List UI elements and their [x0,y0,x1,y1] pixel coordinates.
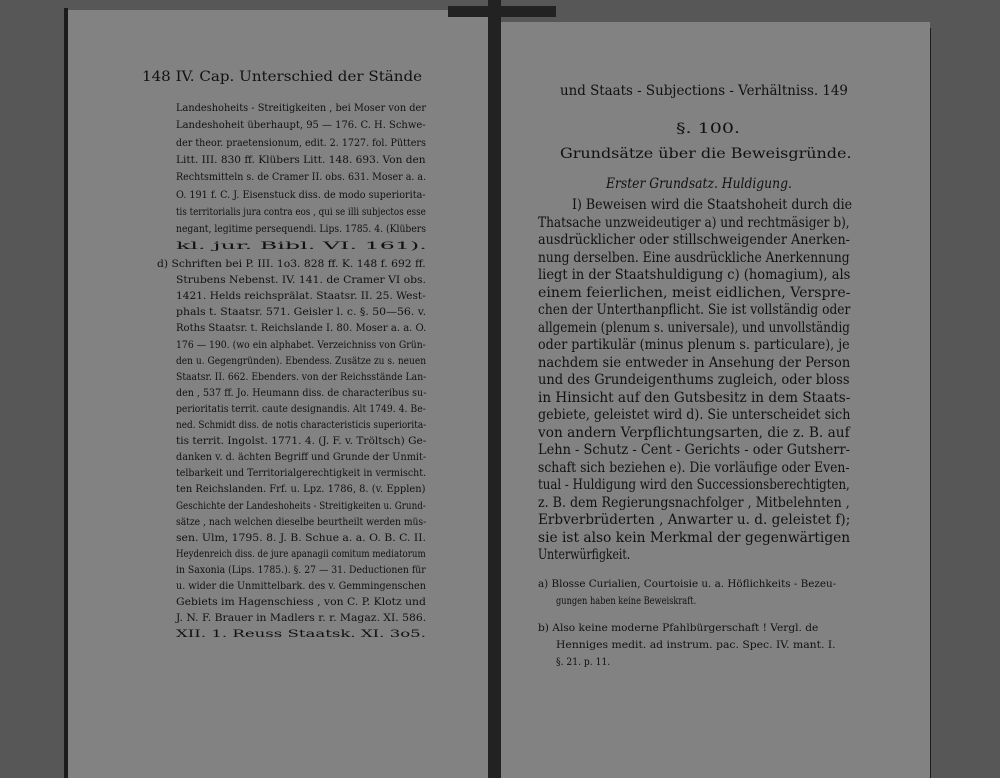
body-text-line: liegt in der Staatshuldigung c) (homagium), als [538,267,851,283]
body-text-line: Unterwürfigkeit. [538,547,631,563]
body-text-line: einem feierlichen, meist eidlichen, Verspre- [538,284,851,301]
body-text-line: und des Grundeigenthums zugleich, oder bloss [538,372,850,388]
right-page-header: und Staats - Subjections - Verhältniss. 149 [560,83,848,99]
left-footnote-c-line: kl. jur. Bibl. VI. 161). [176,241,427,253]
left-footnote-d-line: sätze , nach welchen dieselbe beurtheilt werden müs- [176,516,427,528]
left-footnote-c-line: O. 191 f. C. J. Eisenstuck diss. de modo superiorita- [176,189,426,201]
section-subtitle: Erster Grundsatz. Huldigung. [606,176,792,192]
body-text-line: nachdem sie entweder in Ansehung der Person [538,354,851,371]
body-text-line: oder partikulär (minus plenum s. particulare), je [538,337,850,353]
left-footnote-c-line: der theor. praetensionum, edit. 2. 1727. fol. Pütters [176,137,426,149]
right-footnote-b-line: §. 21. p. 11. [556,657,611,668]
body-text-line: I) Beweisen wird die Staatshoheit durch die [572,197,853,213]
left-footnote-d-line: phals t. Staatsr. 571. Geisler l. c. §. 50—56. v. [176,307,427,319]
body-text-line: nung derselben. Eine ausdrückliche Anerkennung [538,249,850,266]
right-footnote-b-line: b) Also keine moderne Pfahlbürgerschaft ! Vergl. de [538,623,819,634]
section-number: §. 100. [676,121,741,137]
left-footnote-d-line: ned. Schmidt diss. de notis characteristicis superiorita- [176,420,427,431]
body-text-line: z. B. dem Regierungsnachfolger , Mitbelehnten , [538,494,850,511]
left-footnote-c-line: Rechtsmitteln s. de Cramer II. obs. 631. Moser a. a. [176,172,427,184]
body-text-line: von andern Verpflichtungsarten, die z. B. auf [538,424,850,441]
left-footnote-d-line: Gebiets im Hagenschiess , von C. P. Klotz und [176,597,426,609]
book-gutter-top [448,6,556,17]
body-text-line: tual - Huldigung wird den Successionsberechtigten, [538,477,850,493]
left-footnote-d-line: tis territ. Ingolst. 1771. 4. (J. F. v. Tröltsch) Ge- [176,436,427,448]
body-text-line: allgemein (plenum s. universale), und unvollständig [538,319,850,336]
left-footnote-d-line: telbarkeit und Territorialgerechtigkeit in vermischt. [176,468,427,480]
left-footnote-d-line: Roths Staatsr. t. Reichslande I. 80. Moser a. a. O. [176,323,427,335]
left-footnote-d-line: ten Reichslanden. Frf. u. Lpz. 1786, 8. (v. Epplen) [176,484,426,496]
body-text-line: Thatsache unzweideutiger a) und rechtmäsiger b), [538,214,850,231]
left-footnote-d-line: sen. Ulm, 1795. 8. J. B. Schue a. a. O. B. C. II. [176,532,426,544]
body-text-line: Lehn - Schutz - Cent - Gerichts - oder Gutsherr- [538,442,850,458]
left-footnote-d-line: in Saxonia (Lips. 1785.). §. 27 — 31. Deductionen für [176,564,426,576]
left-footnote-d-line: J. N. F. Brauer in Madlers r. r. Magaz. XI. 586. [176,613,427,625]
left-footnote-c-line: Landeshoheits - Streitigkeiten , bei Moser von der [176,103,427,114]
left-footnote-d-line: Staatsr. II. 662. Ebenders. von der Reichsstände Lan- [176,371,427,383]
left-footnote-c-line: Landeshoheit überhaupt, 95 — 176. C. H. Schwe- [176,120,426,132]
left-footnote-d-line: Geschichte der Landeshoheits - Streitigkeiten u. Grund- [176,500,426,512]
left-footnote-c-line: Litt. III. 830 ff. Klübers Litt. 148. 693. Von den [176,154,426,166]
body-text-line: gebiete, geleistet wird d). Sie unterscheidet sich [538,407,851,423]
left-footnote-d-line: perioritatis territ. caute designandis. Alt 1749. 4. Be- [176,403,426,415]
left-footnote-d-line: Strubens Nebenst. IV. 141. de Cramer VI obs. [176,275,426,287]
body-text-line: sie ist also kein Merkmal der gegenwärtigen [538,529,851,546]
right-footnote-a-line: gungen haben keine Beweiskraft. [556,596,697,607]
body-text-line: in Hinsicht auf den Gutsbesitz in dem Staats- [538,389,851,406]
section-title: Grundsätze über die Beweisgründe. [560,146,852,162]
left-footnote-d-line: den , 537 ff. Jo. Heumann diss. de characteribus su- [176,387,427,399]
left-footnote-d-line: 1421. Helds reichsprälat. Staatsr. II. 25. West- [176,291,426,303]
left-footnote-d-line: 176 — 190. (wo ein alphabet. Verzeichniss von Grün- [176,339,426,351]
left-footnote-d-line: d) Schriften bei P. III. 1o3. 828 ff. K. 148 f. 692 ff. [157,259,426,270]
left-page-header: 148 IV. Cap. Unterschied der Stände [142,69,423,85]
right-footnote-b-line: Henniges medit. ad instrum. pac. Spec. IV. mant. I. [556,640,836,651]
body-text-line: schaft sich beziehen e). Die vorläufige oder Even- [538,459,850,476]
left-footnote-d-line: u. wider die Unmittelbark. des v. Gemmingenschen [176,581,426,592]
left-footnote-d-line: XII. 1. Reuss Staatsk. XI. 3o5. [176,629,426,641]
right-footnote-a-line: a) Blosse Curialien, Courtoisie u. a. Höflichkeits - Bezeu- [538,579,837,590]
left-footnote-c-line: tis territorialis jura contra eos , qui se illi subjectos esse [176,206,426,218]
left-footnote-d-line: den u. Gegengründen). Ebendess. Zusätze zu s. neuen [176,355,427,367]
left-footnote-c-line: negant, legitime persequendi. Lips. 1785. 4. (Klübers [176,224,426,236]
body-text-line: ausdrücklicher oder stillschweigender Anerken- [538,232,851,248]
left-footnote-d-line: danken v. d. ächten Begriff und Grunde der Unmit- [176,452,427,464]
body-text-line: chen der Unterthanpflicht. Sie ist vollständig oder [538,302,851,318]
body-text-line: Erbverbrüderten , Anwarter u. d. geleistet f); [538,512,851,528]
book-gutter [488,0,501,778]
left-footnote-d-line: Heydenreich diss. de jure apanagii comitum mediatorum [176,548,426,560]
